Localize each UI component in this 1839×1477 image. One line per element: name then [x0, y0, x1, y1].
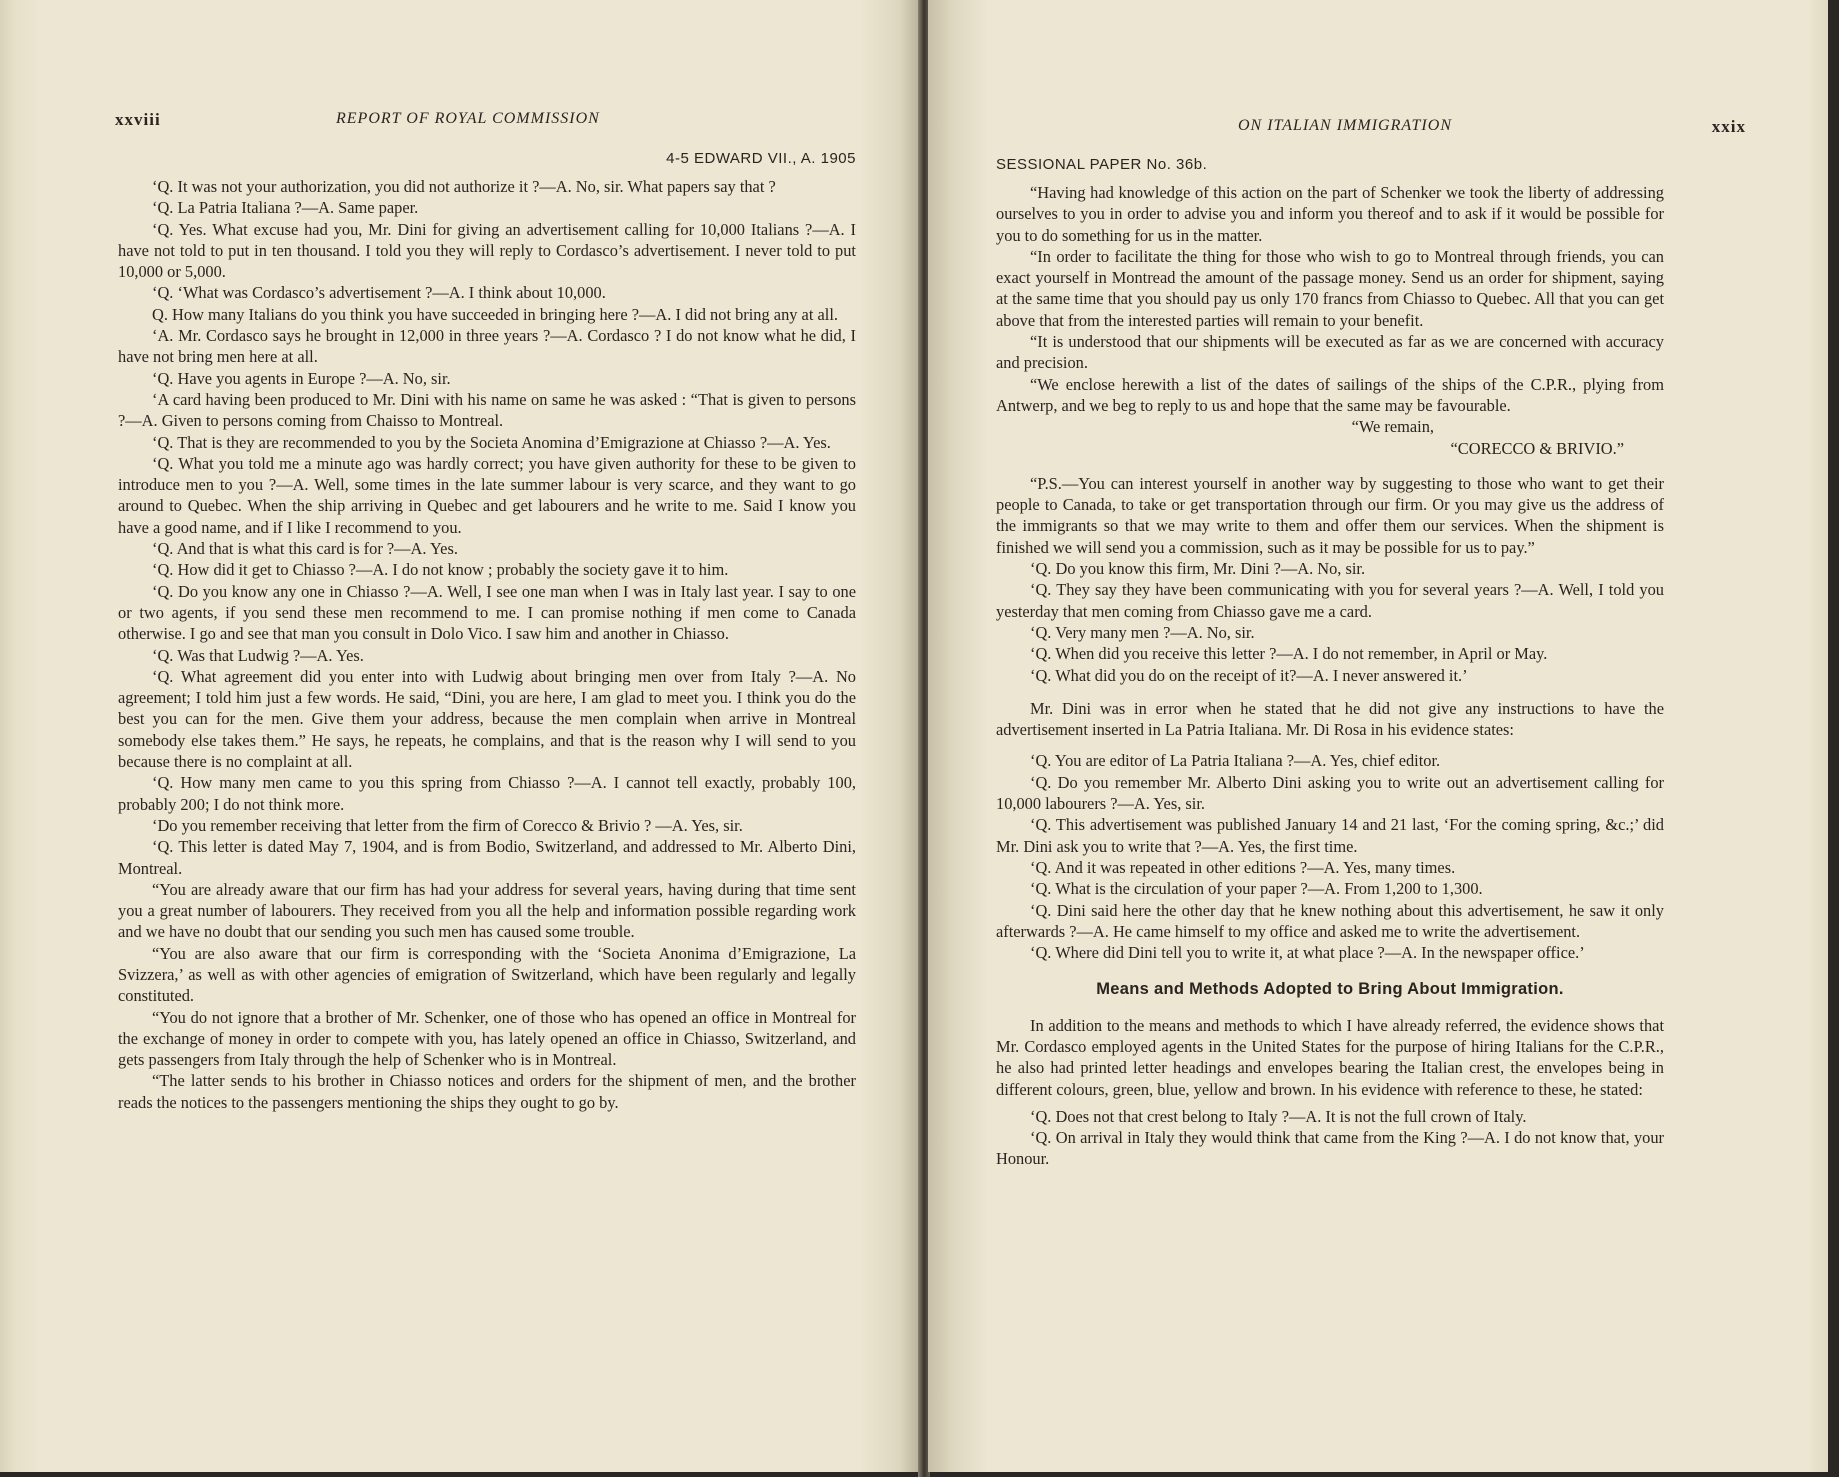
left-page-number: xxviii: [115, 110, 161, 129]
text-paragraph: “You are also aware that our firm is corresponding with the ‘Societa Anonima d’Emigrazione, La Svizzera,’ as well as with other agencies of emigration of Switzerland, which have been regularly and legally constituted.: [118, 943, 856, 1006]
sign-firm: “CORECCO & BRIVIO.”: [1450, 438, 1624, 458]
text-paragraph: ‘Q. Does not that crest belong to Italy ?—A. It is not the full crown of Italy.: [1030, 1106, 1527, 1126]
text-paragraph: “It is understood that our shipments will be executed as far as we are concerned with accuracy and precision.: [996, 332, 1664, 373]
text-paragraph: ‘Q. Have you agents in Europe ?—A. No, sir.: [152, 368, 451, 388]
text-paragraph: ‘Q. It was not your authorization, you did not authorize it ?—A. No, sir. What papers say that ?: [152, 177, 776, 196]
text-paragraph: ‘Q. Do you remember Mr. Alberto Dini asking you to write out an advertisement calling for 10,000 labourers ?—A. Yes, sir.: [996, 772, 1664, 814]
left-text-column: [118, 176, 856, 1113]
text-paragraph: ‘Q. On arrival in Italy they would think that came from the King ?—A. I do not know that, your Honour.: [996, 1128, 1664, 1169]
text-paragraph: “In order to facilitate the thing for those who wish to go to Montreal through friends, you can exact yourself in Montread the amount of the passage money. Send us an order for shipment, saying at the same time that you should pay us only 170 francs from Chiasso to Quebec. All that you can get above that from the interested parties will remain to your benefit.: [996, 246, 1664, 330]
text-paragraph: ‘Q. Was that Ludwig ?—A. Yes.: [152, 645, 364, 665]
text-paragraph: ‘Q. La Patria Italiana ?—A. Same paper.: [152, 198, 419, 218]
text-paragraph: ‘Q. Dini said here the other day that he knew nothing about this advertisement, he saw it only afterwards ?—A. He came himself to my office and asked me to write the advertisement.: [996, 900, 1664, 941]
text-paragraph: ‘Q. How did it get to Chiasso ?—A. I do not know ; probably the society gave it to him.: [152, 560, 729, 580]
text-paragraph: ‘Q. This letter is dated May 7, 1904, and is from Bodio, Switzerland, and addressed to Mr. Alberto Dini, Montreal.: [118, 837, 856, 878]
text-paragraph: ‘Q. What is the circulation of your paper ?—A. From 1,200 to 1,300.: [1030, 879, 1483, 899]
left-session-label: 4-5 EDWARD VII., A. 1905: [666, 150, 856, 167]
text-paragraph: ‘Q. Do you know this firm, Mr. Dini ?—A. No, sir.: [1030, 559, 1366, 579]
sign-remain: “We remain,: [1351, 417, 1434, 437]
text-paragraph: ‘A. Mr. Cordasco says he brought in 12,000 in three years ?—A. Cordasco ? I do not know what he did, I have not bring men here at all.: [118, 326, 856, 367]
text-paragraph: “You do not ignore that a brother of Mr. Schenker, one of those who has opened an office in Montreal for the exchange of money in order to compete with you, has lately opened an office in Chiasso, Switzerland, and gets passengers from Italy through the help of Schenker who is in Montreal.: [118, 1007, 856, 1070]
right-session-label: SESSIONAL PAPER No. 36b.: [996, 156, 1208, 173]
text-paragraph: “Having had knowledge of this action on the part of Schenker we took the liberty of addressing ourselves to you in order to advise you and inform you thereof and to ask if it would be possible for you to do something for us in the matter.: [996, 183, 1664, 245]
text-paragraph: ‘Q. And it was repeated in other editions ?—A. Yes, many times.: [1030, 857, 1456, 877]
text-paragraph: ‘Q. When did you receive this letter ?—A. I do not remember, in April or May.: [1030, 644, 1548, 664]
section-heading: Means and Methods Adopted to Bring About Immigration.: [1096, 980, 1564, 999]
text-paragraph: ‘Q. Where did Dini tell you to write it, at what place ?—A. In the newspaper office.’: [1030, 943, 1585, 963]
text-paragraph: ‘Q. That is they are recommended to you by the Societa Anomina d’Emigrazione at Chiasso ?—A. Yes.: [152, 432, 831, 452]
section-intro: In addition to the means and methods to which I have already referred, the evidence shows that Mr. Cordasco employed agents in the United States for the purpose of hiring Italians for the C.P.R., he also had printed letter headings and envelopes bearing the Italian crest, the envelopes being in different colours, green, blue, yellow and brown. In his evidence with reference to these, he stated:: [996, 1015, 1664, 1099]
text-paragraph: ‘Q. This advertisement was published January 14 and 21 last, ‘For the coming spring, &c.;’ did Mr. Dini ask you to write that ?—A. Yes, the first time.: [996, 815, 1664, 856]
text-paragraph: “You are already aware that our firm has had your address for several years, having during that time sent you a great number of labourers. They received from you all the help and information possible regarding work and we have no doubt that our sending you such men has caused some trouble.: [118, 879, 856, 942]
text-paragraph: ‘Q. Very many men ?—A. No, sir.: [1030, 622, 1255, 642]
text-paragraph: ‘Q. They say they have been communicating with you for several years ?—A. Well, I told you yesterday that men coming from Chiasso gave me a card.: [996, 580, 1664, 621]
left-running-head: REPORT OF ROYAL COMMISSION: [336, 110, 600, 127]
text-paragraph: ‘Q. ‘What was Cordasco’s advertisement ?—A. I think about 10,000.: [152, 283, 606, 303]
text-paragraph: ‘Q. What you told me a minute ago was hardly correct; you have given authority for these to be given to introduce men to you ?—A. Well, some times in the late summer labour is very scarce, and they want to go around to Quebec. When the ship arriving in Quebec and get labourers and he write to me. Said I know you have a good name, and if I like I recommend to you.: [118, 453, 856, 537]
text-paragraph: ‘Q. What did you do on the receipt of it?—A. I never answered it.’: [1030, 665, 1468, 685]
text-paragraph: ‘Q. You are editor of La Patria Italiana ?—A. Yes, chief editor.: [1030, 751, 1441, 771]
text-paragraph: “We enclose herewith a list of the dates of sailings of the ships of the C.P.R., plying from Antwerp, and we beg to reply to us and hope that the same may be favourable.: [996, 374, 1664, 415]
text-paragraph: ‘Q. What agreement did you enter into with Ludwig about bringing men over from Italy ?—A. No agreement; I told him just a few words. He said, “Dini, you are here, I am glad to meet you. I think you do the best you can for the men. Give them your address, because the men complain when arrive in Montreal somebody else takes them.” He says, he repeats, he complains, and that is the reason why I will send to you because there is no complaint at all.: [118, 666, 856, 772]
right-page: [928, 0, 1828, 1472]
text-paragraph: ‘Q. And that is what this card is for ?—A. Yes.: [152, 539, 458, 559]
text-paragraph: ‘Q. How many men came to you this spring from Chiasso ?—A. I cannot tell exactly, probably 100, probably 200; I do not think more.: [118, 773, 856, 814]
left-page: [0, 0, 920, 1472]
right-running-head: ON ITALIAN IMMIGRATION: [1238, 117, 1452, 134]
text-paragraph: “P.S.—You can interest yourself in another way by suggesting to those who want to get their people to Canada, to take or get transportation through our firm. Or you may give us the address of the immigrants so that we may write to them and offer them our services. When the shipment is finished we will send you a commission, such as it may be possible for us to pay.”: [996, 473, 1664, 557]
text-paragraph: “The latter sends to his brother in Chiasso notices and orders for the shipment of men, and the brother reads the notices to the passengers mentioning the ships they ought to go by.: [118, 1071, 856, 1112]
commentary-paragraph: Mr. Dini was in error when he stated that he did not give any instructions to have the advertisement inserted in La Patria Italiana. Mr. Di Rosa in his evidence states:: [996, 698, 1664, 740]
text-paragraph: ‘Do you remember receiving that letter from the firm of Corecco & Brivio ? —A. Yes, sir.: [152, 815, 743, 835]
right-text-column: [996, 182, 1664, 1170]
text-paragraph: ‘Q. Do you know any one in Chiasso ?—A. Well, I see one man when I was in Italy last year. I say to one or two agents, if you send these men recommend to me. I can promise nothing if men come to Canada otherwise. I go and see that man you consult in Dolo Vico. I saw him and another in Chiasso.: [118, 581, 856, 644]
text-paragraph: Q. How many Italians do you think you have succeeded in bringing here ?—A. I did not bring any at all.: [152, 304, 838, 324]
right-page-number: xxix: [1711, 117, 1746, 136]
text-paragraph: ‘Q. Yes. What excuse had you, Mr. Dini for giving an advertisement calling for 10,000 Italians ?—A. I have not told to put in ten thousand. I told you they will reply to Cordasco’s advertisement. I never told to put 10,000 or 5,000.: [118, 219, 856, 282]
text-paragraph: ‘A card having been produced to Mr. Dini with his name on same he was asked : “That is given to persons ?—A. Given to persons coming from Chaisso to Montreal.: [118, 389, 856, 431]
